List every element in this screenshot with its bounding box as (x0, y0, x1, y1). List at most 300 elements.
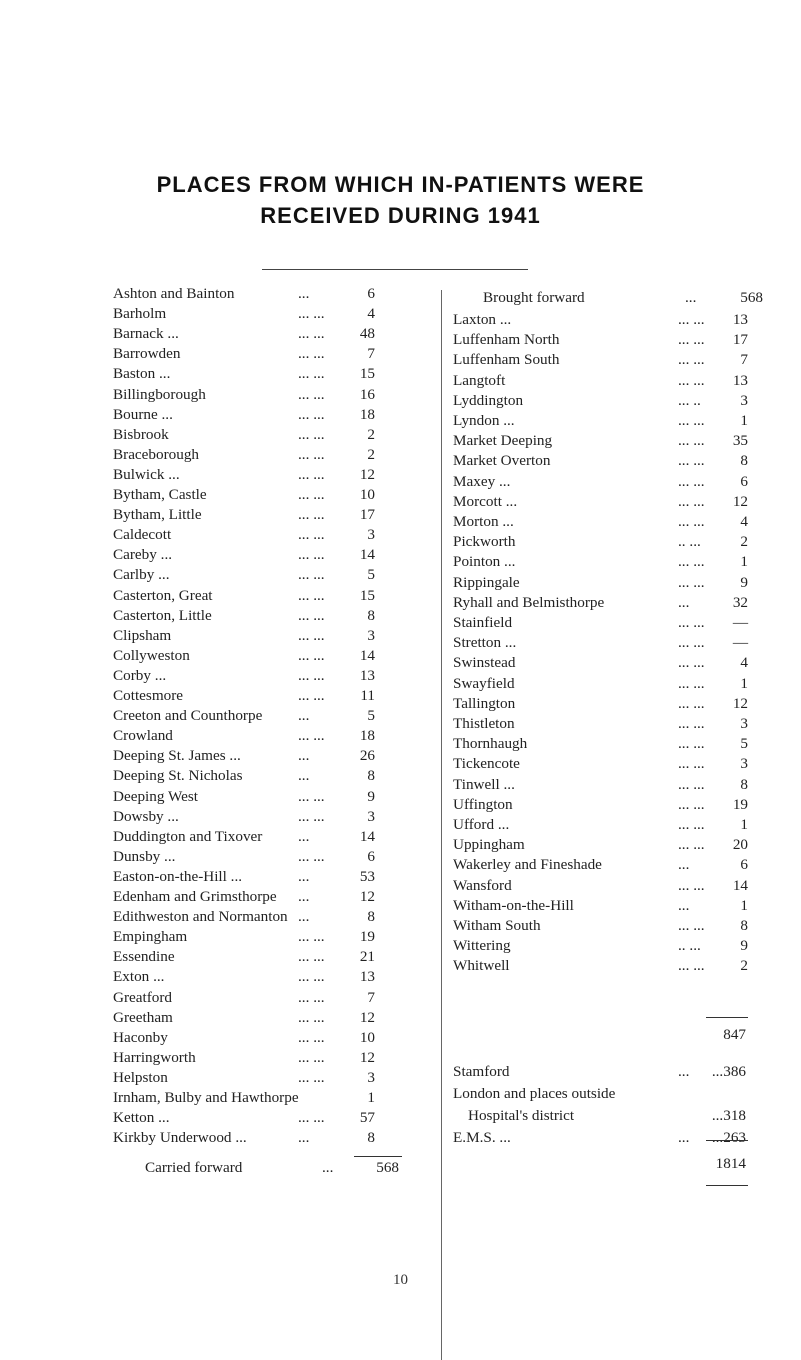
patient-count: 7 (367, 345, 375, 363)
place-name: Bourne ... (113, 405, 173, 423)
left-table-row (113, 324, 413, 344)
left-table-row (113, 686, 413, 706)
right-table-row (453, 492, 783, 512)
right-table-row (453, 431, 783, 451)
leader-dots: ... ... (678, 836, 705, 854)
leader-dots: ... ... (678, 795, 705, 813)
patient-count: 48 (359, 325, 375, 343)
right-table-row (453, 512, 783, 532)
right-table-row (453, 613, 783, 633)
patient-count: 14 (359, 827, 375, 845)
patient-count: 12 (359, 465, 375, 483)
summary-row (453, 1084, 783, 1104)
patient-count: 13 (732, 371, 748, 389)
place-name: Billingborough (113, 385, 206, 403)
leader-dots: ... (298, 827, 310, 845)
right-subtotal-rule (706, 1017, 748, 1018)
place-name: Helpston (113, 1068, 168, 1086)
place-name: Wittering (453, 937, 511, 955)
right-subtotal: 847 (723, 1026, 746, 1043)
place-name: Bisbrook (113, 425, 169, 443)
leader-dots: ... ... (678, 876, 705, 894)
leader-dots: ... (298, 867, 310, 885)
patient-count: ...263 (711, 1129, 746, 1146)
leader-dots: ... .. (678, 391, 701, 409)
place-name: Pointon ... (453, 553, 516, 571)
left-table-row (113, 505, 413, 525)
patient-count: 7 (367, 988, 375, 1006)
place-name: E.M.S. ... (453, 1129, 511, 1146)
patient-count: 8 (740, 917, 748, 934)
patient-count: 11 (360, 687, 375, 704)
summary-row (453, 1106, 783, 1126)
place-name: Lyndon ... (453, 412, 515, 429)
place-name: Clipsham (113, 626, 172, 644)
leader-dots: ... ... (298, 345, 325, 363)
leader-dots: .. ... (678, 533, 701, 551)
place-name: Swinstead (453, 654, 516, 672)
right-table-row (453, 653, 783, 673)
right-table-row (453, 916, 783, 936)
left-table-row (113, 405, 413, 425)
place-name: Haconby (113, 1028, 168, 1046)
patient-count: 53 (359, 867, 375, 885)
leader-dots: ... ... (678, 917, 705, 934)
place-name: Greetham (113, 1008, 173, 1026)
right-table-row (453, 876, 783, 896)
place-name: Braceborough (113, 445, 200, 463)
place-name: Harringworth (113, 1048, 196, 1066)
patient-count: 3 (367, 1068, 375, 1086)
leader-dots: ... ... (678, 614, 705, 631)
leader-dots: ... ... (678, 412, 705, 429)
patient-count: 19 (732, 795, 748, 813)
leader-dots: ... ... (678, 735, 705, 753)
leader-dots: ... (678, 896, 690, 914)
leader-dots: ... ... (678, 351, 705, 369)
patient-count: 12 (732, 492, 748, 510)
brought-forward-label: Brought forward (483, 289, 585, 306)
left-table-row (113, 1108, 413, 1128)
carried-forward-dots: ... (322, 1159, 334, 1176)
patient-count: 13 (359, 666, 375, 684)
place-name: Creeton and Counthorpe (113, 707, 263, 725)
place-name: Witham-on-the-Hill (453, 896, 574, 914)
patient-count: 18 (359, 405, 375, 423)
right-table-row (453, 371, 783, 391)
left-table-row (113, 525, 413, 545)
place-name: Dunsby ... (113, 847, 176, 865)
leader-dots: ... ... (678, 432, 705, 450)
leader-dots: ... (678, 856, 690, 874)
leader-dots: ... ... (298, 325, 325, 343)
place-name: Collyweston (113, 646, 190, 664)
left-table-row (113, 626, 413, 646)
leader-dots: ... ... (298, 687, 325, 704)
right-table-row (453, 310, 783, 330)
leader-dots: ... ... (298, 425, 325, 443)
left-table-row (113, 344, 413, 364)
left-table-row (113, 445, 413, 465)
leader-dots: ... (298, 888, 310, 905)
patient-count: 5 (740, 735, 748, 753)
place-name: Casterton, Little (113, 606, 212, 624)
carried-forward-row (145, 1158, 415, 1178)
place-name: Ryhall and Belmisthorpe (453, 593, 605, 611)
left-table-row (113, 907, 413, 927)
place-name: Maxey ... (453, 472, 511, 490)
leader-dots: ... ... (678, 654, 705, 672)
leader-dots: ... ... (678, 452, 705, 470)
leader-dots: ... ... (298, 1109, 325, 1127)
place-name: Crowland (113, 727, 173, 745)
patient-count: 2 (367, 445, 375, 463)
place-name: Cottesmore (113, 687, 184, 704)
patient-count: 32 (732, 593, 748, 611)
right-table-row (453, 451, 783, 471)
patient-count: 4 (740, 513, 748, 530)
leader-dots: ... ... (298, 606, 325, 624)
patient-count: 10 (359, 486, 375, 503)
leader-dots: ... ... (298, 1008, 325, 1026)
left-table-row (113, 1008, 413, 1028)
patient-count: 2 (740, 957, 748, 975)
column-divider (441, 290, 442, 1360)
left-table-row (113, 1048, 413, 1068)
right-table-row (453, 956, 783, 976)
brought-forward-dots: ... (685, 289, 697, 306)
patient-count: — (732, 634, 748, 652)
patient-count: 8 (367, 908, 375, 926)
place-name: Casterton, Great (113, 586, 213, 604)
leader-dots: ... (298, 747, 310, 765)
brought-forward-row (483, 288, 783, 308)
place-name: Uffington (453, 795, 513, 813)
patient-count: 12 (359, 888, 375, 905)
right-table-row (453, 472, 783, 492)
patient-count: 35 (732, 432, 748, 450)
patient-count: 9 (367, 787, 375, 805)
leader-dots: ... (298, 1129, 310, 1147)
right-table-row (453, 815, 783, 835)
patient-count: 3 (740, 391, 748, 409)
place-name: London and places outside (453, 1085, 616, 1102)
place-name: Duddington and Tixover (113, 827, 263, 845)
place-name: Caldecott (113, 526, 172, 544)
right-table-row (453, 411, 783, 431)
leader-dots: ... ... (678, 513, 705, 530)
patient-count: 19 (359, 928, 375, 946)
leader-dots: ... ... (298, 465, 325, 483)
left-table-row (113, 706, 413, 726)
right-table-row (453, 936, 783, 956)
place-name: Barrowden (113, 345, 181, 363)
place-name: Baston ... (113, 365, 171, 383)
patient-count: 4 (367, 305, 375, 323)
left-table-row (113, 927, 413, 947)
place-name: Lyddington (453, 391, 524, 409)
right-table-row (453, 633, 783, 653)
patient-count: 18 (359, 727, 375, 745)
leader-dots: ... ... (298, 526, 325, 544)
leader-dots: ... ... (678, 816, 705, 833)
right-table-row (453, 855, 783, 875)
patient-count: 20 (732, 836, 748, 854)
left-table-row (113, 385, 413, 405)
left-table-row (113, 586, 413, 606)
right-table-row (453, 754, 783, 774)
left-table-row (113, 545, 413, 565)
patient-count: 1 (740, 553, 748, 571)
leader-dots: ... ... (298, 385, 325, 403)
leader-dots: ... ... (678, 311, 705, 328)
left-table-row (113, 1088, 413, 1108)
patient-count: 10 (359, 1028, 375, 1046)
place-name: Irnham, Bulby and Hawthorpe (113, 1089, 299, 1106)
right-table-row (453, 775, 783, 795)
patient-count: 3 (740, 755, 748, 773)
place-name: Thornhaugh (453, 735, 528, 753)
right-table-row (453, 734, 783, 754)
leader-dots: ... ... (298, 646, 325, 664)
patient-count: 3 (367, 526, 375, 544)
patient-count: 8 (740, 775, 748, 793)
patient-count: 15 (359, 365, 375, 383)
left-table-row (113, 867, 413, 887)
right-table-row (453, 391, 783, 411)
leader-dots: ... ... (678, 472, 705, 490)
place-name: Ufford ... (453, 816, 510, 833)
patient-count: 8 (367, 606, 375, 624)
leader-dots: ... ... (678, 957, 705, 975)
place-name: Edithweston and Normanton (113, 908, 288, 926)
place-name: Witham South (453, 917, 541, 934)
left-table-row (113, 787, 413, 807)
patient-count: 1 (740, 412, 748, 429)
leader-dots: ... ... (298, 506, 325, 524)
patient-count: 16 (359, 385, 375, 403)
place-name: Laxton ... (453, 311, 512, 328)
place-name: Whitwell (453, 957, 510, 975)
leader-dots: ... ... (298, 405, 325, 423)
patient-count: 12 (359, 1048, 375, 1066)
leader-dots: ... ... (298, 988, 325, 1006)
leader-dots: ... ... (298, 727, 325, 745)
leader-dots: ... ... (298, 486, 325, 503)
place-name: Luffenham South (453, 351, 560, 369)
left-table-row (113, 666, 413, 686)
left-table-row (113, 766, 413, 786)
leader-dots: ... ... (678, 755, 705, 773)
right-table-row (453, 330, 783, 350)
place-name: Tallington (453, 694, 516, 712)
place-name: Exton ... (113, 968, 165, 986)
right-table-row (453, 714, 783, 734)
left-table-row (113, 364, 413, 384)
summary-row (453, 1062, 783, 1082)
leader-dots: ... ... (678, 492, 705, 510)
leader-dots: ... ... (678, 553, 705, 571)
leader-dots: ... (678, 1129, 690, 1146)
place-name: Ketton ... (113, 1109, 170, 1127)
right-table-row (453, 694, 783, 714)
leader-dots: ... ... (678, 775, 705, 793)
patient-count: 1 (740, 674, 748, 692)
left-table-row (113, 947, 413, 967)
place-name: Ashton and Bainton (113, 285, 235, 302)
right-table-row (453, 532, 783, 552)
leader-dots: ... ... (298, 807, 325, 825)
leader-dots: ... ... (298, 1028, 325, 1046)
patient-count: 9 (740, 937, 748, 955)
leader-dots: ... ... (298, 586, 325, 604)
page-number: 10 (393, 1272, 408, 1288)
leader-dots: ... ... (298, 305, 325, 323)
place-name: Deeping St. James ... (113, 747, 241, 765)
leader-dots: ... ... (298, 847, 325, 865)
leader-dots: ... (298, 285, 310, 302)
place-name: Edenham and Grimsthorpe (113, 888, 277, 905)
left-table-row (113, 646, 413, 666)
leader-dots: ... ... (678, 674, 705, 692)
patient-count: 1 (367, 1089, 375, 1106)
place-name: Pickworth (453, 533, 516, 551)
leader-dots: ... (678, 593, 690, 611)
carried-forward-label: Carried forward (145, 1159, 243, 1176)
patient-count: 8 (367, 767, 375, 785)
page-title-line-2: RECEIVED DURING 1941 (260, 203, 541, 228)
place-name: Langtoft (453, 371, 506, 389)
leader-dots: ... ... (298, 928, 325, 946)
leader-dots: ... ... (298, 787, 325, 805)
patient-count: — (732, 614, 748, 631)
patient-count: 14 (732, 876, 748, 894)
patient-count: 12 (732, 694, 748, 712)
leader-dots: ... ... (298, 968, 325, 986)
grand-total: 1814 (715, 1155, 746, 1172)
left-table-row (113, 485, 413, 505)
place-name: Uppingham (453, 836, 525, 854)
patient-count: 17 (359, 506, 375, 524)
patient-count: 6 (367, 285, 375, 302)
place-name: Dowsby ... (113, 807, 179, 825)
leader-dots: ... ... (298, 626, 325, 644)
left-table-row (113, 847, 413, 867)
place-name: Careby ... (113, 546, 173, 564)
left-table-row (113, 887, 413, 907)
place-name: Corby ... (113, 666, 167, 684)
leader-dots: ... (678, 1063, 690, 1080)
place-name: Morcott ... (453, 492, 518, 510)
patient-count: 57 (359, 1109, 375, 1127)
patient-count: 14 (359, 546, 375, 564)
place-name: Tinwell ... (453, 775, 515, 793)
patient-count: 6 (740, 472, 748, 490)
place-name: Market Deeping (453, 432, 553, 450)
patient-count: 26 (359, 747, 375, 765)
place-name: Bytham, Castle (113, 486, 207, 503)
left-table-row (113, 1128, 413, 1148)
title-underline (262, 269, 528, 270)
place-name: Wakerley and Fineshade (453, 856, 602, 874)
place-name: Empingham (113, 928, 188, 946)
patient-count: 12 (359, 1008, 375, 1026)
patient-count: ...318 (711, 1107, 746, 1124)
brought-forward-value: 568 (740, 289, 763, 306)
leader-dots: ... ... (678, 573, 705, 591)
leader-dots: ... (298, 767, 310, 785)
place-name: Stainfield (453, 614, 513, 631)
right-table-row (453, 795, 783, 815)
patient-count: 14 (359, 646, 375, 664)
patient-count: 21 (359, 948, 375, 966)
place-name: Deeping West (113, 787, 198, 805)
place-name: Barholm (113, 305, 167, 323)
leader-dots: ... ... (298, 666, 325, 684)
place-name: Easton-on-the-Hill ... (113, 867, 243, 885)
patient-count: 3 (367, 807, 375, 825)
place-name: Essendine (113, 948, 175, 966)
right-table-row (453, 674, 783, 694)
place-name: Tickencote (453, 755, 520, 773)
left-table-row (113, 304, 413, 324)
place-name: Barnack ... (113, 325, 179, 343)
leader-dots: ... ... (678, 371, 705, 389)
place-name: Bulwick ... (113, 465, 180, 483)
leader-dots: ... (298, 707, 310, 725)
patient-count: 3 (367, 626, 375, 644)
patient-count: 15 (359, 586, 375, 604)
page-title-line-1: PLACES FROM WHICH IN-PATIENTS WERE (156, 172, 645, 197)
leader-dots: ... ... (678, 694, 705, 712)
leader-dots: ... ... (298, 546, 325, 564)
leader-dots: ... ... (678, 634, 705, 652)
left-table-row (113, 988, 413, 1008)
left-table-row (113, 1028, 413, 1048)
right-table-row (453, 350, 783, 370)
place-name: Stamford (453, 1063, 510, 1080)
leader-dots: ... ... (298, 948, 325, 966)
summary-row (453, 1128, 783, 1148)
place-name: Deeping St. Nicholas (113, 767, 243, 785)
left-table-row (113, 465, 413, 485)
left-table-row (113, 726, 413, 746)
place-name: Stretton ... (453, 634, 517, 652)
place-name: Bytham, Little (113, 506, 202, 524)
place-name: Carlby ... (113, 566, 170, 584)
grand-total-rule (706, 1140, 748, 1141)
place-name: Swayfield (453, 674, 515, 692)
left-table-row (113, 606, 413, 626)
place-name: Rippingale (453, 573, 520, 591)
right-table-row (453, 593, 783, 613)
patient-count: 6 (367, 847, 375, 865)
right-table-row (453, 573, 783, 593)
left-table-row (113, 284, 413, 304)
place-name: Morton ... (453, 513, 514, 530)
left-table-row (113, 425, 413, 445)
patient-count: 7 (740, 351, 748, 369)
left-table-row (113, 1068, 413, 1088)
leader-dots: ... ... (678, 331, 705, 349)
patient-count: 5 (367, 566, 375, 584)
patient-count: 1 (740, 896, 748, 914)
place-name: Luffenham North (453, 331, 560, 349)
patient-count: 17 (732, 331, 748, 349)
leader-dots: ... ... (298, 1068, 325, 1086)
patient-count: 5 (367, 707, 375, 725)
place-name: Hospital's district (468, 1107, 575, 1124)
